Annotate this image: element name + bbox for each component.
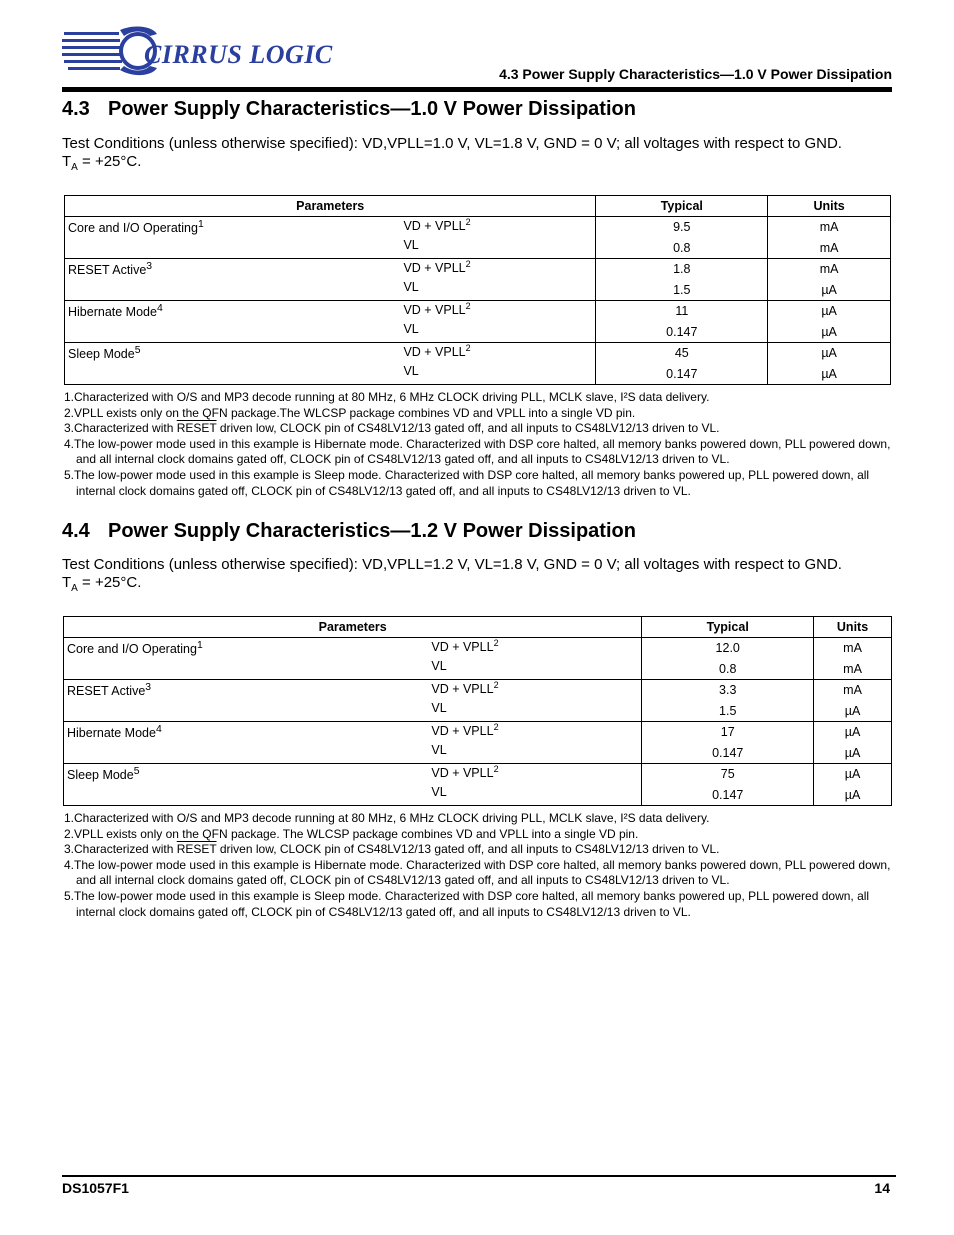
conditions-sub: A <box>71 162 78 173</box>
param-name: RESET Active$^3$ <box>67 682 152 699</box>
unit-values: µA µA <box>814 764 892 806</box>
conditions-sub: A <box>71 583 78 594</box>
rail-list: VD + $VPLL^2$ VL <box>431 721 499 757</box>
col-header-units: Units <box>814 617 892 638</box>
footnote: 4.The low-power mode used in this example is Hibernate mode. Characterized with DSP core halted, all memory banks powered down, PLL powered down, and all internal clock domains gated off, CLOCK pin of CS48LV12/13 gated off, and all inputs to CS48LV12/13 driven to VL. <box>64 857 891 888</box>
col-header-units: Units <box>768 196 891 217</box>
param-name: Hibernate Mode$^4$ <box>67 724 162 741</box>
power-table-1v2 <box>63 616 892 806</box>
footnote: 1.Characterized with O/S and MP3 decode running at 80 MHz, 6 MHz CLOCK driving PLL, MCLK slave, I²S data delivery. <box>64 811 710 825</box>
table-header-row <box>64 617 892 638</box>
table-row <box>64 680 892 722</box>
typical-values: 9.5 0.8 <box>596 217 768 259</box>
unit-values: µA µA <box>768 301 891 343</box>
footnote: 2.VPLL exists only on the QFN package.The WLCSP package combines VD and VPLL into a single VD pin. <box>64 405 636 420</box>
table-row <box>64 764 892 806</box>
conditions-temp: = +25°C. <box>77 574 142 591</box>
table-row <box>65 343 891 385</box>
param-name: Hibernate Mode$^4$ <box>68 303 163 320</box>
unit-values: µA µA <box>814 722 892 764</box>
conditions-temp: = +25°C. <box>77 153 142 170</box>
table-row <box>65 259 891 301</box>
param-name: Sleep Mode$^5$ <box>68 345 141 362</box>
footnote: 5.The low-power mode used in this example is Sleep mode. Characterized with DSP core halted, all memory banks powered up, PLL powered down, all internal clock domains gated off, CLOCK pin of CS48LV12/13 gated off, and all inputs to CS48LV12/13 driven to VL. <box>64 467 870 498</box>
section-title: Power Supply Characteristics—1.0 V Power Dissipation <box>108 98 636 120</box>
typical-values: 11 0.147 <box>596 301 768 343</box>
rail-list: VD + $VPLL^2$ VL <box>403 258 471 294</box>
unit-values: mA µA <box>814 680 892 722</box>
param-name: Core and I/O Operating$^1$ <box>68 219 204 236</box>
test-conditions <box>62 556 892 598</box>
typical-values: 3.3 1.5 <box>642 680 814 722</box>
typical-values: 12.0 0.8 <box>642 638 814 680</box>
typical-values: 45 0.147 <box>596 343 768 385</box>
section-number: 4.4 <box>62 520 90 542</box>
table-row <box>65 301 891 343</box>
unit-values: mA mA <box>814 638 892 680</box>
footnote: 1.Characterized with O/S and MP3 decode running at 80 MHz, 6 MHz CLOCK driving PLL, MCLK slave, I²S data delivery. <box>64 390 710 404</box>
cirrus-logic-logo <box>62 24 352 78</box>
section-title: Power Supply Characteristics—1.2 V Power Dissipation <box>108 520 636 542</box>
col-header-typical: Typical <box>642 617 814 638</box>
table-header-row <box>65 196 891 217</box>
col-header-typical: Typical <box>596 196 768 217</box>
footnote: 3.Characterized with RESET driven low, CLOCK pin of CS48LV12/13 gated off, and all inputs to CS48LV12/13 driven to VL. <box>64 842 720 857</box>
test-conditions <box>62 135 892 177</box>
footnote: 2.VPLL exists only on the QFN package. The WLCSP package combines VD and VPLL into a single VD pin. <box>64 826 639 841</box>
conditions-t: T <box>62 574 72 591</box>
table-row <box>64 638 892 680</box>
rail-list: VD + $VPLL^2$ VL <box>403 216 471 252</box>
unit-values: µA µA <box>768 343 891 385</box>
header-rule <box>62 87 892 92</box>
col-header-parameters: Parameters <box>64 617 642 638</box>
table-footnotes <box>64 811 894 920</box>
rail-list: VD + $VPLL^2$ VL <box>431 637 499 673</box>
table-footnotes <box>64 390 894 499</box>
section-heading <box>62 98 636 121</box>
typical-values: 75 0.147 <box>642 764 814 806</box>
section-number: 4.3 <box>62 98 90 120</box>
typical-values: 1.8 1.5 <box>596 259 768 301</box>
conditions-t: T <box>62 153 72 170</box>
rail-list: VD + $VPLL^2$ VL <box>431 763 499 799</box>
typical-values: 17 0.147 <box>642 722 814 764</box>
rail-list: VD + $VPLL^2$ VL <box>403 300 471 336</box>
param-name: RESET Active$^3$ <box>68 261 153 278</box>
col-header-parameters: Parameters <box>65 196 596 217</box>
rail-list: VD + $VPLL^2$ VL <box>403 342 471 378</box>
rail-list: VD + $VPLL^2$ VL <box>431 679 499 715</box>
table-row <box>65 217 891 259</box>
param-name: Core and I/O Operating$^1$ <box>67 640 203 657</box>
param-name: Sleep Mode$^5$ <box>67 766 140 783</box>
conditions-text: Test Conditions (unless otherwise specified): VD,VPLL=1.0 V, VL=1.8 V, GND = 0 V; all voltages with respect to GND. <box>62 135 842 152</box>
table-row <box>64 722 892 764</box>
logo-wordmark: CIRRUS LOGIC <box>144 40 333 69</box>
page-number: 14 <box>874 1180 890 1196</box>
running-header-title: 4.3 Power Supply Characteristics—1.0 V Power Dissipation <box>499 66 892 82</box>
footnote: 3.Characterized with RESET driven low, CLOCK pin of CS48LV12/13 gated off, and all inputs to CS48LV12/13 driven to VL. <box>64 421 720 436</box>
unit-values: mA mA <box>768 217 891 259</box>
unit-values: mA µA <box>768 259 891 301</box>
conditions-text: Test Conditions (unless otherwise specified): VD,VPLL=1.2 V, VL=1.8 V, GND = 0 V; all voltages with respect to GND. <box>62 556 842 573</box>
power-table-1v0 <box>64 195 891 385</box>
section-heading <box>62 520 636 543</box>
footnote: 5.The low-power mode used in this example is Sleep mode. Characterized with DSP core halted, all memory banks powered up, PLL powered down, all internal clock domains gated off, CLOCK pin of CS48LV12/13 gated off, and all inputs to CS48LV12/13 driven to VL. <box>64 888 870 919</box>
footer-rule <box>62 1175 896 1177</box>
footnote: 4.The low-power mode used in this example is Hibernate mode. Characterized with DSP core halted, all memory banks powered down, PLL powered down, and all internal clock domains gated off, CLOCK pin of CS48LV12/13 gated off, and all inputs to CS48LV12/13 driven to VL. <box>64 436 891 467</box>
document-id: DS1057F1 <box>62 1180 129 1196</box>
